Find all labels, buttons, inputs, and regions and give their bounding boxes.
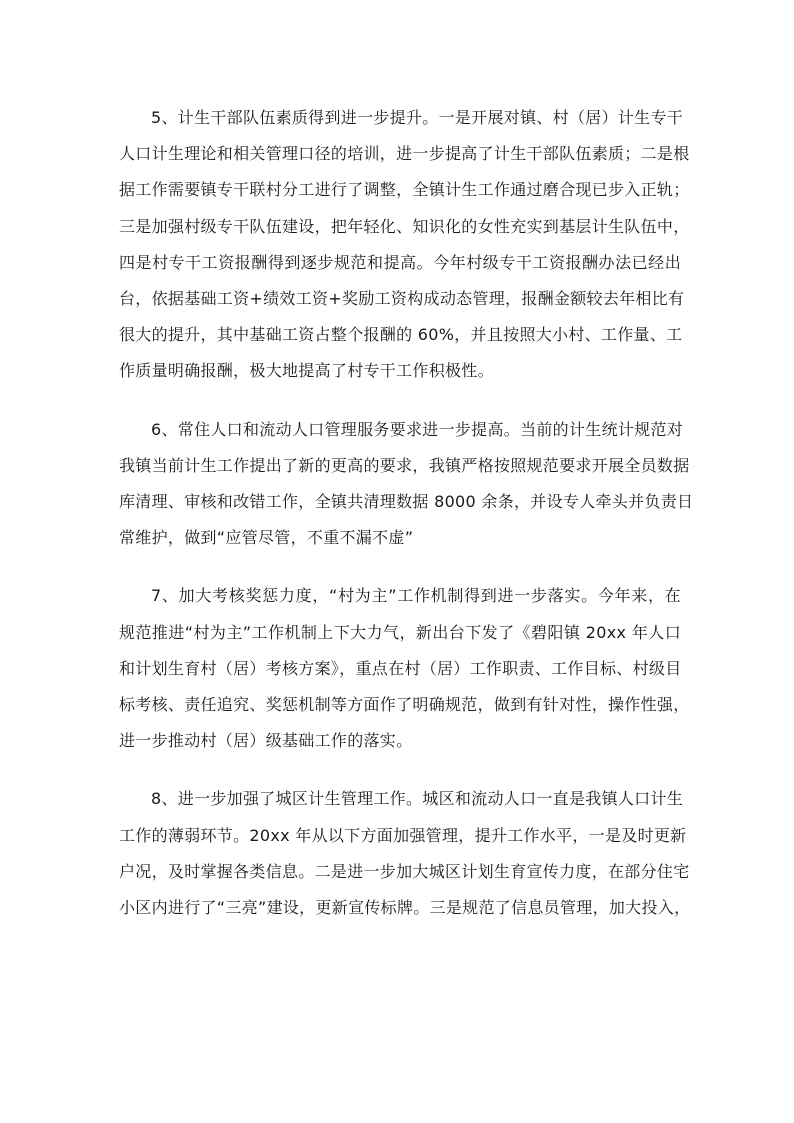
paragraph-line: 很大的提升，其中基础工资占整个报酬的 60%，并且按照大小村、工作量、工 — [119, 325, 683, 345]
paragraph-7 — [119, 578, 690, 759]
paragraph-line: 5、计生干部队伍素质得到进一步提升。一是开展对镇、村（居）计生专干 — [151, 108, 684, 127]
document-body — [119, 100, 694, 948]
paragraph-line: 标考核、责任追究、奖惩机制等方面作了明确规范，做到有针对性，操作性强， — [119, 695, 690, 715]
paragraph-line: 7、加大考核奖惩力度，“村为主”工作机制得到进一步落实。今年来，在 — [151, 586, 681, 606]
paragraph-line: 三是加强村级专干队伍建设，把年轻化、知识化的女性充实到基层计生队伍中， — [119, 216, 690, 236]
paragraph-8 — [119, 781, 691, 926]
paragraph-line: 我镇当前计生工作提出了新的更高的要求，我镇严格按照规范要求开展全员数据 — [119, 455, 690, 475]
paragraph-line: 规范推进“村为主”工作机制上下大力气，新出台下发了《碧阳镇 20xx 年人口 — [119, 622, 681, 642]
paragraph-6 — [119, 412, 694, 557]
paragraph-line: 6、常住人口和流动人口管理服务要求进一步提高。当前的计生统计规范对 — [151, 419, 684, 439]
paragraph-line: 据工作需要镇专干联村分工进行了调整，全镇计生工作通过磨合现已步入正轨； — [119, 180, 690, 200]
paragraph-line: 进一步推动村（居）级基础工作的落实。 — [119, 731, 413, 751]
paragraph-5 — [119, 100, 690, 390]
paragraph-line: 台，依据基础工资+绩效工资+奖励工资构成动态管理，报酬金额较去年相比有 — [119, 289, 685, 309]
paragraph-line: 作质量明确报酬，极大地提高了村专干工作积极性。 — [119, 361, 494, 381]
paragraph-line: 工作的薄弱环节。20xx 年从以下方面加强管理，提升工作水平，一是及时更新 — [119, 825, 687, 845]
paragraph-line: 库清理、审核和改错工作，全镇共清理数据 8000 余条，并设专人牵头并负责日 — [119, 492, 694, 512]
paragraph-line: 四是村专干工资报酬得到逐步规范和提高。今年村级专干工资报酬办法已经出 — [119, 252, 681, 272]
paragraph-line: 常维护，做到“应管尽管，不重不漏不虚” — [119, 528, 414, 548]
paragraph-line: 和计划生育村（居）考核方案》，重点在村（居）工作职责、工作目标、村级目 — [119, 658, 682, 678]
paragraph-line: 8、进一步加强了城区计生管理工作。城区和流动人口一直是我镇人口计生 — [151, 789, 684, 809]
paragraph-line: 户况，及时掌握各类信息。二是进一步加大城区计划生育宣传力度，在部分住宅 — [119, 861, 690, 881]
paragraph-line: 人口计生理论和相关管理口径的培训，进一步提高了计生干部队伍素质；二是根 — [119, 144, 690, 164]
paragraph-line: 小区内进行了“三亮”建设，更新宣传标牌。三是规范了信息员管理，加大投入， — [119, 898, 691, 918]
